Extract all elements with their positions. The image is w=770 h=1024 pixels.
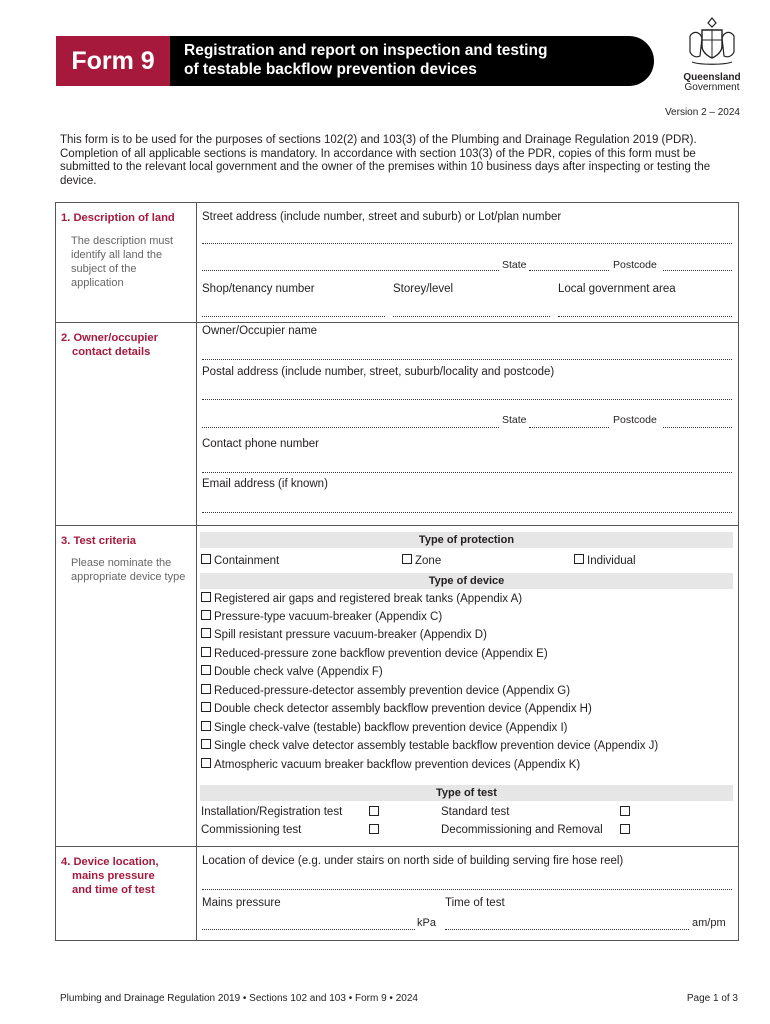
mains-pressure-field[interactable] [202,929,415,930]
contact-phone-field[interactable] [202,472,732,473]
device-option[interactable] [201,684,570,697]
postal-address-line2[interactable] [202,427,499,428]
decommissioning-removal-label: Decommissioning and Removal [441,824,603,836]
commissioning-test-checkbox[interactable] [369,824,379,834]
device-label: Single check valve detector assembly testable backflow prevention device (Appendix J) [214,740,659,752]
installation-registration-test-label: Installation/Registration test [201,806,343,818]
device-checkbox[interactable] [201,647,211,657]
postcode-label-1: Postcode [613,259,657,271]
postcode-field-1[interactable] [663,270,732,271]
section-3-title: 3. Test criteria [61,535,137,547]
form-title [170,36,654,86]
section-2-label-column [56,323,197,525]
contact-phone-label: Contact phone number [202,438,319,450]
zone-checkbox[interactable] [402,554,412,564]
device-checkbox[interactable] [201,628,211,638]
standard-test-label: Standard test [441,806,510,818]
decommissioning-removal-option[interactable] [620,824,633,837]
email-address-label: Email address (if known) [202,478,328,490]
time-of-test-field[interactable] [445,929,689,930]
storey-level-label: Storey/level [393,283,454,295]
intro-paragraph: This form is to be used for the purposes of sections 102(2) and 103(3) of the Plumbing and Drainage Regulation 2019 (PDR). Completion of all applicable sections is mandatory. In accordance with section 103(3) of the PDR, copies of this form must be submitted to the relevant local government and the owner of the premises within 10 business days after inspecting or testing the device. [60,134,711,188]
section-4-title [61,855,159,897]
section-owner-occupier [55,322,739,526]
storey-level-field[interactable] [393,316,550,317]
section-1-title: 1. Description of land [61,212,175,224]
postal-address-label: Postal address (include number, street, suburb/locality and postcode) [202,366,555,378]
queensland-government-logo [672,14,752,94]
section-description-of-land [55,202,739,323]
decommissioning-removal-checkbox[interactable] [620,824,630,834]
containment-label: Containment [214,555,280,567]
postcode-field-2[interactable] [663,427,732,428]
owner-name-label: Owner/Occupier name [202,325,318,337]
commissioning-test-label: Commissioning test [201,824,302,836]
logo-text-queensland: Queensland [683,72,741,83]
section-3-label-column [56,526,197,846]
owner-name-field[interactable] [202,359,732,360]
form-number: Form 9 [56,36,170,86]
local-government-area-label: Local government area [558,283,676,295]
section-1-label-column [56,203,197,322]
section-2-title-line1: 2. Owner/occupier [61,332,158,344]
device-label: Double check valve (Appendix F) [214,666,383,678]
device-checkbox[interactable] [201,702,211,712]
street-address-line2[interactable] [202,270,499,271]
containment-option[interactable] [201,554,279,567]
type-of-test-header: Type of test [200,785,733,801]
section-3-note: Please nominate the appropriate device type [71,557,186,583]
device-label: Registered air gaps and registered break tanks (Appendix A) [214,593,523,605]
containment-checkbox[interactable] [201,554,211,564]
device-option[interactable] [201,628,487,641]
device-label: Single check-valve (testable) backflow prevention device (Appendix I) [214,722,568,734]
state-label-1: State [502,259,527,271]
device-label: Reduced-pressure zone backflow prevention device (Appendix E) [214,648,548,660]
section-device-location [55,846,739,941]
mains-pressure-label: Mains pressure [202,897,281,909]
installation-registration-test-checkbox[interactable] [369,806,379,816]
state-field-2[interactable] [529,427,609,428]
device-checkbox[interactable] [201,610,211,620]
section-2-title-line2: contact details [72,346,151,358]
section-4-label-column [56,847,197,940]
kpa-unit-label: kPa [417,917,436,929]
footer-citation: Plumbing and Drainage Regulation 2019 • Sections 102 and 103 • Form 9 • 2024 [60,993,418,1004]
section-2-title [61,331,158,359]
device-label: Reduced-pressure-detector assembly prevention device (Appendix G) [214,685,571,697]
postal-address-line1[interactable] [202,399,732,400]
individual-label: Individual [587,555,636,567]
type-of-protection-header: Type of protection [200,532,733,548]
postcode-label-2: Postcode [613,414,657,426]
device-location-field[interactable] [202,889,732,890]
coat-of-arms-icon [682,14,742,68]
individual-option[interactable] [574,554,636,567]
device-label: Spill resistant pressure vacuum-breaker (Appendix D) [214,629,487,641]
section-1-note: The description must identify all land the subject of the application [71,235,174,289]
device-option[interactable] [201,721,568,734]
device-checkbox[interactable] [201,739,211,749]
shop-tenancy-label: Shop/tenancy number [202,283,315,295]
street-address-label: Street address (include number, street and suburb) or Lot/plan number [202,211,562,223]
device-option[interactable] [201,665,383,678]
zone-option[interactable] [402,554,441,567]
time-of-test-label: Time of test [445,897,505,909]
section-4-title-line1: 4. Device location, [61,856,159,868]
device-option[interactable] [201,739,658,752]
device-checkbox[interactable] [201,721,211,731]
individual-checkbox[interactable] [574,554,584,564]
device-option[interactable] [201,702,592,715]
section-4-title-line2: mains pressure [72,870,155,882]
email-address-field[interactable] [202,512,732,513]
device-checkbox[interactable] [201,592,211,602]
device-checkbox[interactable] [201,758,211,768]
installation-registration-test-option[interactable] [369,806,382,819]
page-number: Page 1 of 3 [686,993,738,1004]
form-title-line1: Registration and report on inspection and testing [184,42,548,59]
device-label: Atmospheric vacuum breaker backflow prevention devices (Appendix K) [214,759,581,771]
state-field-1[interactable] [529,270,609,271]
device-option[interactable] [201,610,442,623]
standard-test-checkbox[interactable] [620,806,630,816]
device-option[interactable] [201,758,580,771]
device-label: Double check detector assembly backflow prevention device (Appendix H) [214,703,592,715]
street-address-line1[interactable] [202,243,732,244]
device-checkbox[interactable] [201,684,211,694]
standard-test-option[interactable] [620,806,633,819]
device-label: Pressure-type vacuum-breaker (Appendix C) [214,611,443,623]
device-option[interactable] [201,592,522,605]
type-of-device-header: Type of device [200,573,733,589]
state-label-2: State [502,414,527,426]
zone-label: Zone [415,555,442,567]
local-government-area-field[interactable] [558,316,732,317]
commissioning-test-option[interactable] [369,824,382,837]
logo-text-government: Government [684,82,740,93]
am-pm-label: am/pm [692,917,726,929]
device-option[interactable] [201,647,548,660]
version-label: Version 2 – 2024 [664,107,740,118]
device-location-label: Location of device (e.g. under stairs on north side of building serving fire hose reel) [202,855,624,867]
form-title-line2: of testable backflow prevention devices [184,61,477,78]
shop-tenancy-field[interactable] [202,316,385,317]
device-checkbox[interactable] [201,665,211,675]
section-4-title-line3: and time of test [72,884,155,896]
